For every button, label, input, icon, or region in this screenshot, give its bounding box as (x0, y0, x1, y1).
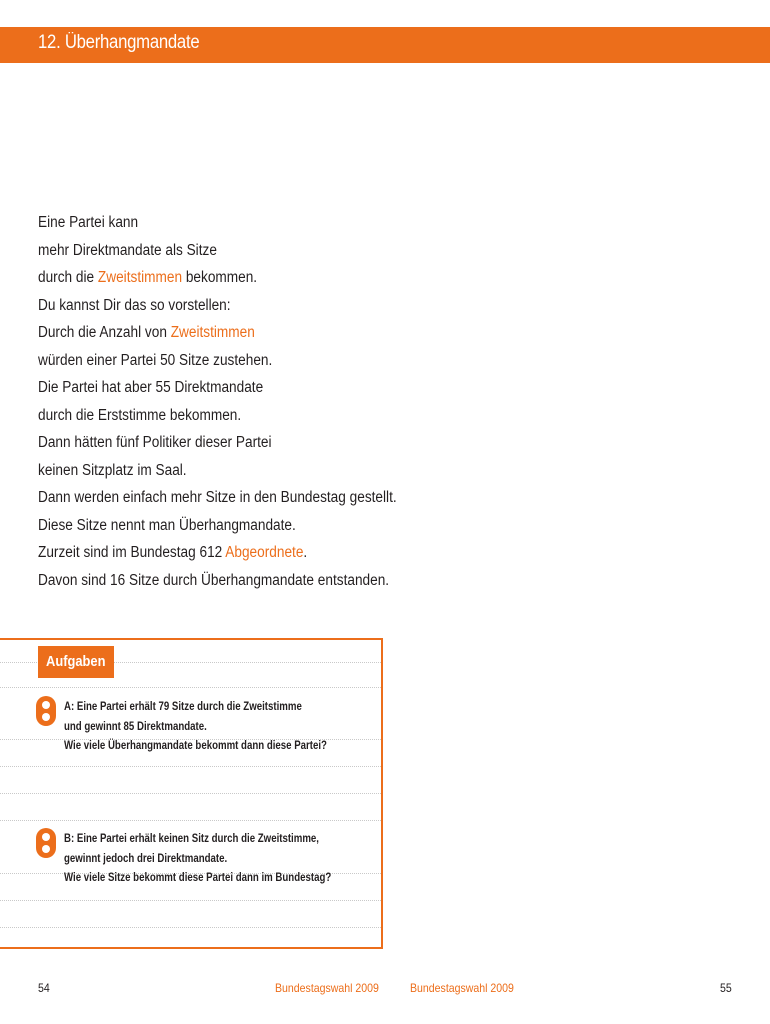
task-line: gewinnt jedoch drei Direktmandate. (64, 852, 228, 865)
task-line: B: Eine Partei erhält keinen Sitz durch die Zweitstimme, (64, 833, 319, 845)
body-line (38, 429, 397, 457)
right-page-number: 55 (720, 981, 732, 995)
tasks-heading: Aufgaben (46, 653, 106, 670)
body-text-segment: Durch die Anzahl von (38, 324, 171, 341)
task-line: Wie viele Sitze bekommt diese Partei dann im Bundestag? (64, 872, 332, 884)
body-line (38, 457, 397, 485)
body-text-segment: Du kannst Dir das so vorstellen: (38, 296, 231, 314)
body-text-segment: Dann werden einfach mehr Sitze in den Bundestag gestellt. (38, 489, 397, 506)
ruled-line (0, 766, 381, 767)
tasks-heading-tab (38, 646, 114, 678)
body-text-segment: durch die (38, 269, 98, 286)
body-line (38, 567, 397, 595)
body-text-segment: Zurzeit sind im Bundestag 612 (38, 544, 226, 561)
ruled-line (0, 793, 381, 794)
left-page-number: 54 (38, 981, 50, 995)
ruled-line (0, 927, 381, 928)
task-line: und gewinnt 85 Direktmandate. (64, 720, 207, 733)
glossary-term: Abgeordnete (225, 544, 304, 561)
body-text-segment: Die Partei hat aber 55 Direktmandate (38, 379, 264, 396)
body-text-segment: bekommen. (182, 269, 258, 286)
task-a-text (64, 698, 327, 757)
chapter-header-bar (0, 27, 770, 63)
task-b-text (64, 830, 331, 889)
body-text (38, 209, 397, 594)
body-line (38, 484, 397, 512)
body-line (38, 402, 397, 430)
task-line: Wie viele Überhangmandate bekommt dann diese Partei? (64, 740, 327, 752)
chapter-title: 12. Überhangmandate (38, 32, 200, 53)
body-text-segment: würden einer Partei 50 Sitze zustehen. (38, 351, 273, 369)
ruled-line (0, 820, 381, 821)
glossary-term: Zweitstimmen (97, 269, 183, 286)
body-text-segment: keinen Sitzplatz im Saal. (38, 461, 187, 479)
body-line (38, 319, 397, 347)
body-line (38, 237, 397, 265)
right-running-title: Bundestagswahl 2009 (410, 981, 514, 995)
ruled-line (0, 687, 381, 688)
body-line (38, 374, 397, 402)
body-text-segment: . (303, 544, 308, 561)
body-text-segment: Davon sind 16 Sitze durch Überhangmandate entstanden. (38, 571, 390, 589)
body-text-segment: Diese Sitze nennt man Überhangmandate. (38, 516, 296, 534)
body-line (38, 539, 397, 567)
body-text-segment: Dann hätten fünf Politiker dieser Partei (38, 434, 272, 451)
body-line (38, 264, 397, 292)
tasks-box (0, 638, 383, 949)
body-text-segment: Eine Partei kann (38, 214, 139, 231)
task-a-icon (36, 696, 56, 726)
body-line (38, 512, 397, 540)
glossary-term: Zweitstimmen (170, 324, 255, 341)
task-line: A: Eine Partei erhält 79 Sitze durch die Zweitstimme (64, 701, 302, 713)
body-line (38, 292, 397, 320)
body-text-segment: mehr Direktmandate als Sitze (38, 241, 217, 259)
task-b-icon (36, 828, 56, 858)
body-line (38, 347, 397, 375)
body-line (38, 209, 397, 237)
ruled-line (0, 900, 381, 901)
body-text-segment: durch die Erststimme bekommen. (38, 406, 242, 424)
left-running-title: Bundestagswahl 2009 (275, 981, 379, 995)
